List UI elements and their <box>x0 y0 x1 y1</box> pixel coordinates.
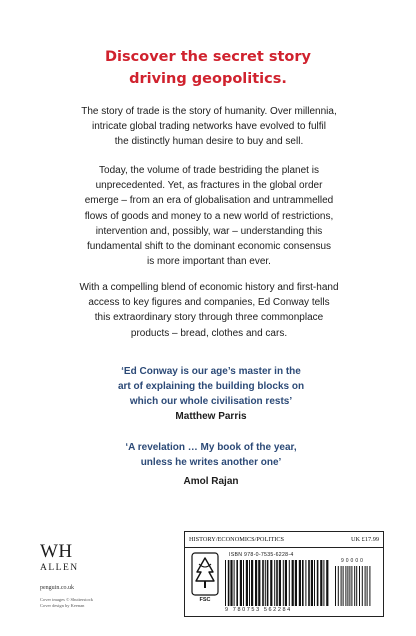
barcode-bar <box>338 566 339 606</box>
barcode-bars <box>225 560 329 606</box>
quote-line: unless he writes another one’ <box>140 457 282 469</box>
barcode-panel <box>184 531 384 617</box>
barcode-bar <box>292 560 294 606</box>
barcode-bar <box>311 560 313 606</box>
barcode-bar <box>326 560 328 606</box>
barcode-bar <box>270 560 272 606</box>
logo-allen: ALLEN <box>40 563 79 573</box>
barcode-bar <box>347 566 348 606</box>
category-label: HISTORY/ECONOMICS/POLITICS <box>189 536 285 543</box>
review-quote-2 <box>66 440 356 470</box>
headline-line: Discover the secret story <box>105 49 311 65</box>
barcode-bar <box>276 560 278 606</box>
barcode-bar <box>236 560 238 606</box>
review-quote-1 <box>66 364 356 410</box>
text-line: flows of goods and money to a new world of restrictions, <box>84 210 334 222</box>
text-line: The story of trade is the story of humanity. Over millennia, <box>81 106 337 117</box>
barcode-bar <box>234 560 235 606</box>
barcode-bar <box>267 560 269 606</box>
quote-attribution-2: Amol Rajan <box>183 476 239 487</box>
barcode-bar <box>230 560 232 606</box>
barcode-bar <box>365 566 366 606</box>
barcode-bar <box>243 560 244 606</box>
barcode-bar <box>314 560 315 606</box>
barcode-bar <box>341 566 342 606</box>
quote-line: which our whole civilisation rests’ <box>129 396 293 408</box>
price-label: UK £17.99 <box>351 536 379 543</box>
text-line: access to key figures and companies, Ed Conway tells <box>88 297 330 309</box>
barcode-bar <box>279 560 281 606</box>
barcode-bar <box>225 560 226 606</box>
blurb-paragraph-3 <box>56 280 362 341</box>
barcode-bar <box>356 566 357 606</box>
text-line: is more important than ever. <box>147 256 271 268</box>
barcode-bar <box>343 566 344 606</box>
barcode-bar <box>240 560 242 606</box>
text-line: unprecedented. Yet, as fractures in the global order <box>95 180 323 192</box>
headline <box>40 46 376 90</box>
headline-line: driving geopolitics. <box>129 71 287 87</box>
barcode-bar <box>258 560 260 606</box>
barcode-bar <box>323 560 324 606</box>
text-line: this extraordinary story through three commonplace <box>94 312 324 324</box>
barcode-bar <box>283 560 284 606</box>
barcode-bar <box>345 566 346 606</box>
barcode-bar <box>359 566 360 606</box>
text-line: emerge – from an era of globalisation and untrammelled <box>84 195 334 207</box>
barcode-bar <box>249 560 250 606</box>
isbn-text: ISBN 978-0-7535-6228-4 <box>229 552 294 558</box>
barcode-bar <box>317 560 319 606</box>
barcode-bar <box>308 560 310 606</box>
addon-number: 90000 <box>341 558 365 564</box>
barcode-bar <box>349 566 350 606</box>
barcode-number: 9 780753 562284 <box>225 607 292 613</box>
addon-barcode-bars <box>335 566 375 606</box>
quote-line: art of explaining the building blocks on <box>117 381 305 393</box>
barcode-bar <box>246 560 248 606</box>
barcode-bar <box>320 560 322 606</box>
publisher-website: penguin.co.uk <box>40 585 74 591</box>
text-line: the distinctly human desire to buy and sell. <box>114 136 304 148</box>
barcode-bar <box>351 566 352 606</box>
barcode-bar <box>369 566 370 606</box>
barcode-bar <box>305 560 306 606</box>
cover-credits <box>40 597 93 609</box>
barcode-bar <box>295 560 297 606</box>
blurb-paragraph-1 <box>56 104 362 150</box>
credit-line: Cover images © Shutterstock <box>40 597 94 602</box>
barcode-bar <box>367 566 368 606</box>
logo-wh: WH <box>40 541 73 562</box>
fsc-tree-icon <box>191 552 219 596</box>
category-price-row <box>185 532 383 548</box>
barcode-bar <box>285 560 287 606</box>
barcode-bar <box>228 560 230 606</box>
fsc-label: FSC <box>199 597 211 603</box>
quote-line: ‘Ed Conway is our age’s master in the <box>121 366 301 377</box>
text-line: intricate global trading networks have evolved to fulfil <box>91 121 327 133</box>
blurb-paragraph-2 <box>56 163 362 269</box>
barcode-bar <box>265 560 266 606</box>
barcode-bar <box>262 560 264 606</box>
barcode-bar <box>299 560 301 606</box>
barcode-bar <box>354 566 355 606</box>
text-line: fundamental shift to the dominant economic consensus <box>86 241 332 253</box>
barcode-bar <box>362 566 363 606</box>
barcode-bar <box>251 560 253 606</box>
text-line: Today, the volume of trade bestriding the planet is <box>99 165 319 176</box>
barcode-bar <box>289 560 290 606</box>
barcode-bar <box>335 566 336 606</box>
quote-line: ‘A revelation … My book of the year, <box>125 442 297 453</box>
quote-attribution-1: Matthew Parris <box>175 411 247 422</box>
barcode-bar <box>302 560 304 606</box>
publisher-logo <box>40 542 104 574</box>
credit-line: Cover design by Keenan <box>40 603 85 608</box>
text-line: With a compelling blend of economic history and first-hand <box>79 282 339 293</box>
text-line: products – bread, clothes and cars. <box>130 327 288 339</box>
barcode-bar <box>255 560 257 606</box>
text-line: intervention and, possibly, war – understanding this <box>95 225 323 237</box>
barcode-bar <box>274 560 275 606</box>
